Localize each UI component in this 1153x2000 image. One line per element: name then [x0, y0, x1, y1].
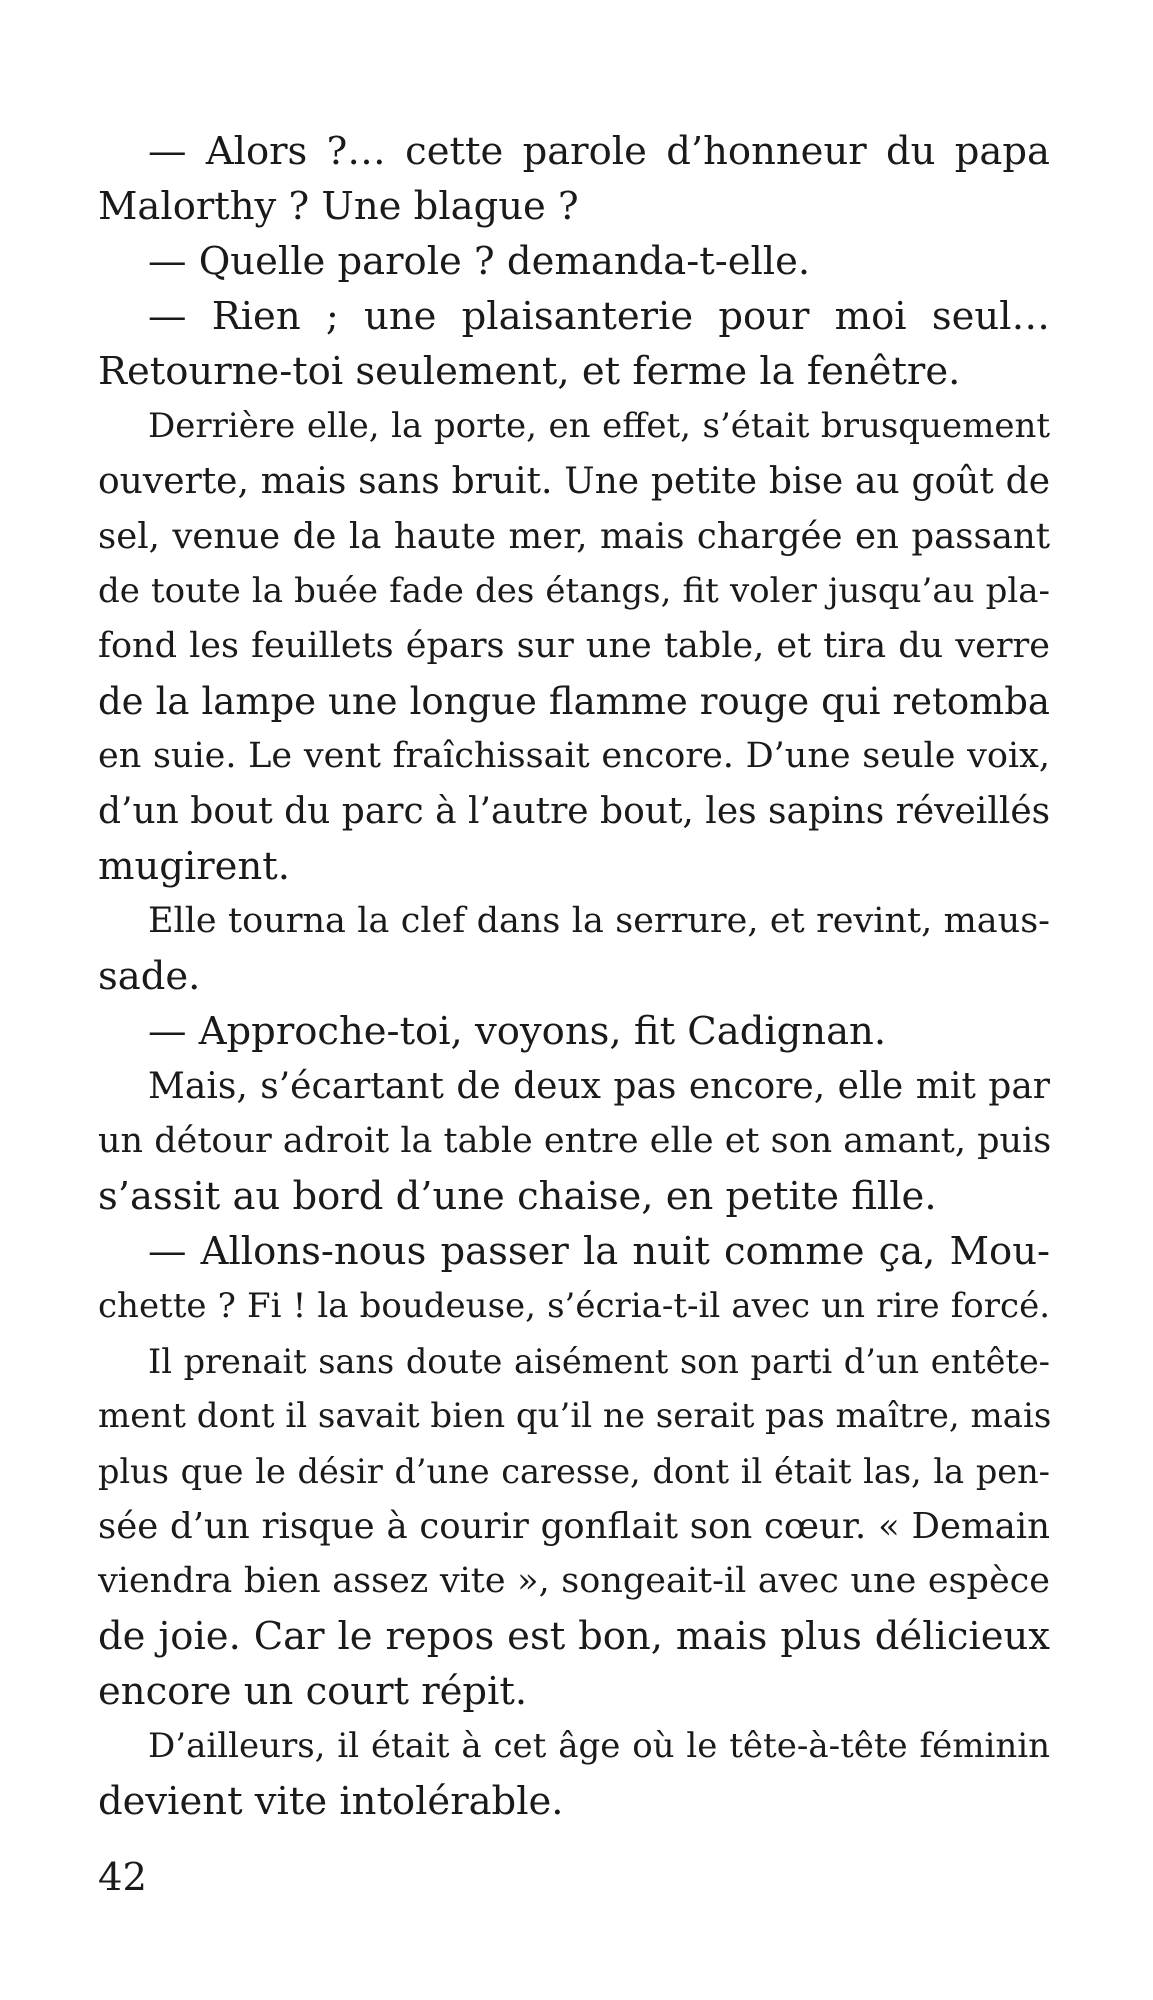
text-line: Derrière elle, la porte, en effet, s’était brusquement — [148, 406, 1050, 446]
paragraph — [98, 1059, 1050, 1224]
paragraph — [98, 124, 1050, 234]
text-line: — Rien ; une plaisanterie pour moi seul… — [148, 294, 1050, 339]
paragraph — [98, 1004, 1050, 1059]
text-line: Il prenait sans doute aisément son parti d’un entête- — [148, 1342, 1050, 1381]
text-line: sel, venue de la haute mer, mais chargée en passant — [98, 516, 1050, 557]
text-line: devient vite intolérable. — [98, 1779, 564, 1824]
text-line: — Alors ?… cette parole d’honneur du papa — [148, 129, 1050, 174]
text-line: — Approche-toi, voyons, fit Cadignan. — [148, 1009, 887, 1054]
text-line: de joie. Car le repos est bon, mais plus délicieux — [98, 1614, 1050, 1659]
paragraph — [98, 399, 1050, 894]
text-line: fond les feuillets épars sur une table, et tira du verre — [98, 626, 1050, 666]
text-line: Mais, s’écartant de deux pas encore, elle mit par — [148, 1066, 1050, 1107]
paragraph — [98, 1719, 1050, 1829]
text-line: un détour adroit la table entre elle et son amant, puis — [98, 1121, 1052, 1161]
text-line: viendra bien assez vite », songeait-il avec une espèce — [98, 1561, 1050, 1601]
text-line: de la lampe une longue flamme rouge qui retomba — [98, 680, 1050, 723]
paragraph — [98, 234, 1050, 289]
paragraph — [98, 289, 1050, 399]
text-line: sade. — [98, 954, 201, 999]
text-line: — Quelle parole ? demanda-t-elle. — [148, 239, 811, 284]
text-line: ouverte, mais sans bruit. Une petite bise au goût de — [98, 461, 1050, 502]
text-line: encore un court répit. — [98, 1669, 528, 1714]
text-line: — Allons-nous passer la nuit comme ça, Mou- — [148, 1229, 1050, 1274]
page-body — [98, 124, 1050, 1829]
text-line: sée d’un risque à courir gonflait son cœur. « Demain — [98, 1506, 1050, 1547]
text-line: s’assit au bord d’une chaise, en petite fille. — [98, 1174, 937, 1219]
text-line: Elle tourna la clef dans la serrure, et revint, maus- — [148, 901, 1050, 941]
text-line: en suie. Le vent fraîchissait encore. D’une seule voix, — [98, 736, 1050, 776]
text-line: Malorthy ? Une blague ? — [98, 184, 579, 229]
paragraph — [98, 1224, 1050, 1334]
text-line: Retourne-toi seulement, et ferme la fenêtre. — [98, 349, 961, 394]
text-line: chette ? Fi ! la boudeuse, s’écria-t-il avec un rire forcé. — [98, 1286, 1050, 1326]
text-line: ment dont il savait bien qu’il ne serait pas maître, mais — [98, 1396, 1052, 1436]
text-line: mugirent. — [98, 844, 290, 889]
text-line: plus que le désir d’une caresse, dont il était las, la pen- — [98, 1452, 1050, 1491]
text-line: de toute la buée fade des étangs, fit voler jusqu’au pla- — [98, 571, 1050, 611]
paragraph — [98, 894, 1050, 1004]
paragraph — [98, 1334, 1050, 1719]
text-line: D’ailleurs, il était à cet âge où le tête-à-tête féminin — [148, 1726, 1050, 1766]
text-line: d’un bout du parc à l’autre bout, les sapins réveillés — [98, 791, 1051, 832]
page-number: 42 — [98, 1855, 147, 1900]
